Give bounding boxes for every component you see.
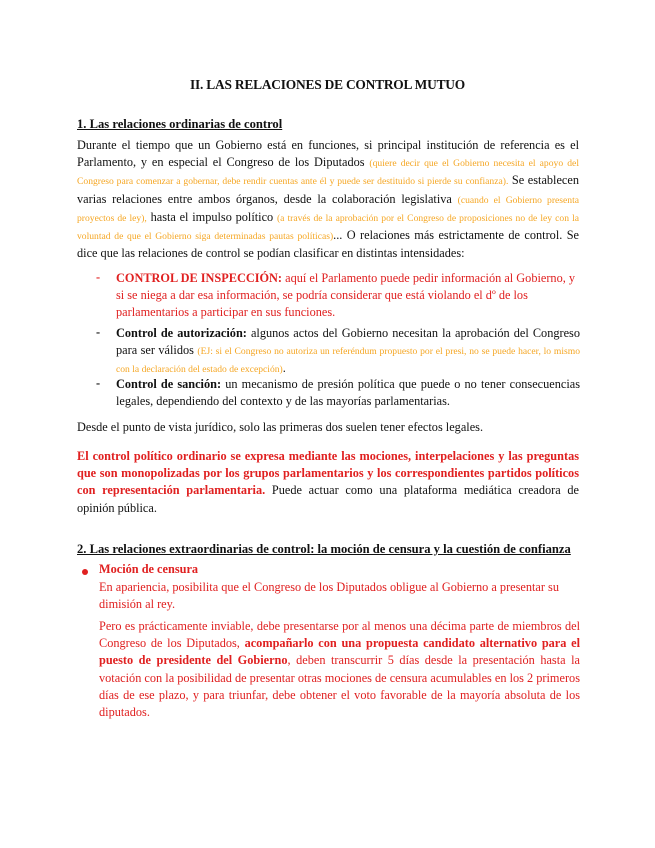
mocion-details-bold: acompañarlo con una propuesta candidato alternativo para el puesto de presidente del Gobierno [99, 636, 580, 668]
political-control-black-text: Puede actuar como una plataforma mediática creadora de opinión pública. [77, 483, 579, 515]
list-item-control-autorizacion [116, 325, 580, 379]
section-1-legal-note: Desde el punto de vista jurídico, solo las primeras dos suelen tener efectos legales. [77, 420, 484, 434]
intro-note-2: (cuando el Gobierno presenta proyectos de ley), [77, 194, 580, 224]
mocion-details-a: Pero es prácticamente inviable, debe presentarse por al menos una décima parte de miembros del Congreso de los Diputados, [99, 619, 580, 651]
list-item-label: Control de sanción: [116, 377, 222, 391]
list-item-label: Control de autorización: [116, 326, 247, 340]
political-control-red-text: El control político ordinario se expresa mediante las mociones, interpelaciones y las preguntas que son monopolizadas por los grupos parlamentarios y los correspondientes partidos políticos con representación parlamentaria. [77, 449, 579, 498]
list-item-note: (EJ: si el Congreso no autoriza un referéndum propuesto por el presi, no se puede hacer, lo mismo con la declaración del estado de excepción) [116, 346, 580, 376]
mocion-censura-details [99, 618, 580, 721]
intro-text-b: Se establecen varias relaciones entre ambos órganos, desde la colaboración legislativa [77, 173, 579, 206]
intro-text-d: ... O relaciones más estrictamente de control. Se dice que las relaciones de control se podían clasificar en distintas intensidades: [77, 228, 579, 261]
bullet-dot-icon [82, 569, 88, 575]
mocion-censura-label: Moción de censura [99, 562, 199, 576]
list-item-control-sancion [116, 376, 580, 410]
list-item-text: un mecanismo de presión política que puede o no tener consecuencias legales, dependiendo del contexto y de las mayorías parlamentarias. [116, 377, 580, 409]
section-2-heading: 2. Las relaciones extraordinarias de control: la moción de censura y la cuestión de confianza [77, 542, 571, 556]
list-item-control-inspeccion [116, 270, 580, 322]
section-1-heading: 1. Las relaciones ordinarias de control [77, 117, 283, 131]
section-1-political-control-paragraph [77, 448, 579, 517]
list-dash-1: - [96, 270, 101, 284]
intro-note-1: (quiere decir que el Gobierno necesita el apoyo del Congreso para comenzar a gobernar, debe rendir cuentas ante él y puede ser destituido si pierde su confianza). [77, 158, 579, 188]
mocion-censura-intro: En apariencia, posibilita que el Congreso de los Diputados obligue al Gobierno a presentar su dimisión al rey. [99, 580, 559, 612]
intro-note-3: (a través de la aprobación por el Congreso de proposiciones no de ley con la voluntad de que el Gobierno siga determinadas pautas políticas) [77, 212, 579, 243]
list-dash-2: - [96, 325, 101, 339]
list-dash-3: - [96, 376, 101, 390]
list-item-text: algunos actos del Gobierno necesitan la aprobación del Congreso para ser válidos [116, 326, 580, 358]
page-title: II. LAS RELACIONES DE CONTROL MUTUO [189, 77, 465, 92]
intro-text-c: hasta el impulso político [146, 209, 277, 224]
list-item-label: CONTROL DE INSPECCIÓN: [116, 271, 283, 285]
mocion-details-c: , deben transcurrir 5 días desde la presentación hasta la votación con la posibilidad de presentar otras mociones de censura acumulables en los 2 primeros días de ese plazo, y para triunfar, debe obtener el voto favorable de la mayoría absoluta de los diputados. [99, 653, 580, 720]
section-1-intro-paragraph [77, 137, 579, 262]
intro-text-a: Durante el tiempo que un Gobierno está en funciones, si principal institución de referencia es el Parlamento, y en especial el Congreso de los Diputados [77, 138, 579, 170]
list-item-end: . [282, 361, 286, 376]
list-item-text: aquí el Parlamento puede pedir información al Gobierno, y si se niega a dar esa información, se podría considerar que está violando el dº de los parlamentarios a participar en sus funciones. [116, 271, 576, 320]
